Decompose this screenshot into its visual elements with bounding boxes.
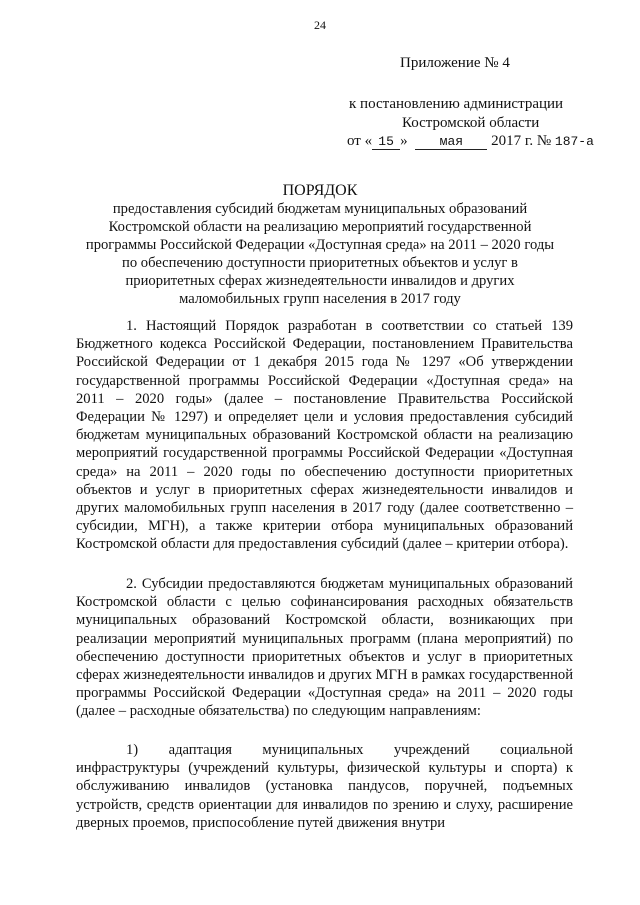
date-year: 2017 г. № xyxy=(491,133,552,149)
date-mid: » xyxy=(400,133,408,149)
appendix-region-line: Костромской области xyxy=(402,115,540,131)
paragraph-3-text: 1) адаптация муниципальных учреждений социальной инфраструктуры (учреждений культуры, физической культуры и спорта) к обслуживанию инвалидов (установка пандусов, поручней, подъемных устройств, средств ориентации для инвалидов по зрению и слуху, расширение дверных проемов, приспособление путей движения внутри xyxy=(76,742,573,831)
paragraph-2 xyxy=(76,575,573,721)
paragraph-1 xyxy=(76,317,573,554)
document-subtitle: предоставления субсидий бюджетам муниципальных образований Костромской области на реализацию мероприятий государственной программы Российской Федерации «Доступная среда» на 2011 – 2020 годы по обеспечению доступности приоритетных объектов и услуг в приоритетных сферах жизнедеятельности инвалидов и других маломобильных групп населения в 2017 году xyxy=(85,201,555,307)
document-title: ПОРЯДОК xyxy=(282,182,358,199)
date-day: 15 xyxy=(372,135,400,150)
appendix-date-line xyxy=(347,133,594,150)
paragraph-2-text: 2. Субсидии предоставляются бюджетам муниципальных образований Костромской области с целью софинансирования расходных обязательств муниципальных образований Костромской области, возникающих при реализации мероприятий муниципальных программ (плана мероприятий) по обеспечению доступности приоритетных объектов и услуг в приоритетных сферах жизнедеятельности инвалидов и других МГН в рамках государственной программы Российской Федерации «Доступная среда» на 2011 – 2020 годы (далее – расходные обязательства) по следующим направлениям: xyxy=(76,576,574,720)
page-number: 24 xyxy=(314,18,326,32)
appendix-label: Приложение № 4 xyxy=(400,55,510,71)
appendix-resolution-line: к постановлению администрации xyxy=(349,96,564,112)
date-month: мая xyxy=(415,135,487,150)
paragraph-3 xyxy=(76,741,573,832)
paragraph-1-text: 1. Настоящий Порядок разработан в соответствии со статьей 139 Бюджетного кодекса Российской Федерации, постановлением Правительства Российской Федерации от 1 декабря 2015 года № 1297 «Об утверждении государственной программы Российской Федерации «Доступная среда» на 2011 – 2020 годы» (далее – постановление Правительства Российской Федерации № 1297) и определяет цели и условия предоставления субсидий бюджетам муниципальных образований Костромской области на реализацию мероприятий государственной программы Российской Федерации «Доступная среда» на 2011 – 2020 годы по обеспечению доступности приоритетных объектов и услуг в приоритетных сферах жизнедеятельности инвалидов и других маломобильных групп населения в 2017 году (далее соответственно – субсидии, МГН), а также критерии отбора муниципальных образований Костромской области для предоставления субсидий (далее – критерии отбора). xyxy=(76,318,573,553)
date-prefix: от « xyxy=(347,133,373,149)
resolution-number: 187-а xyxy=(554,134,594,149)
